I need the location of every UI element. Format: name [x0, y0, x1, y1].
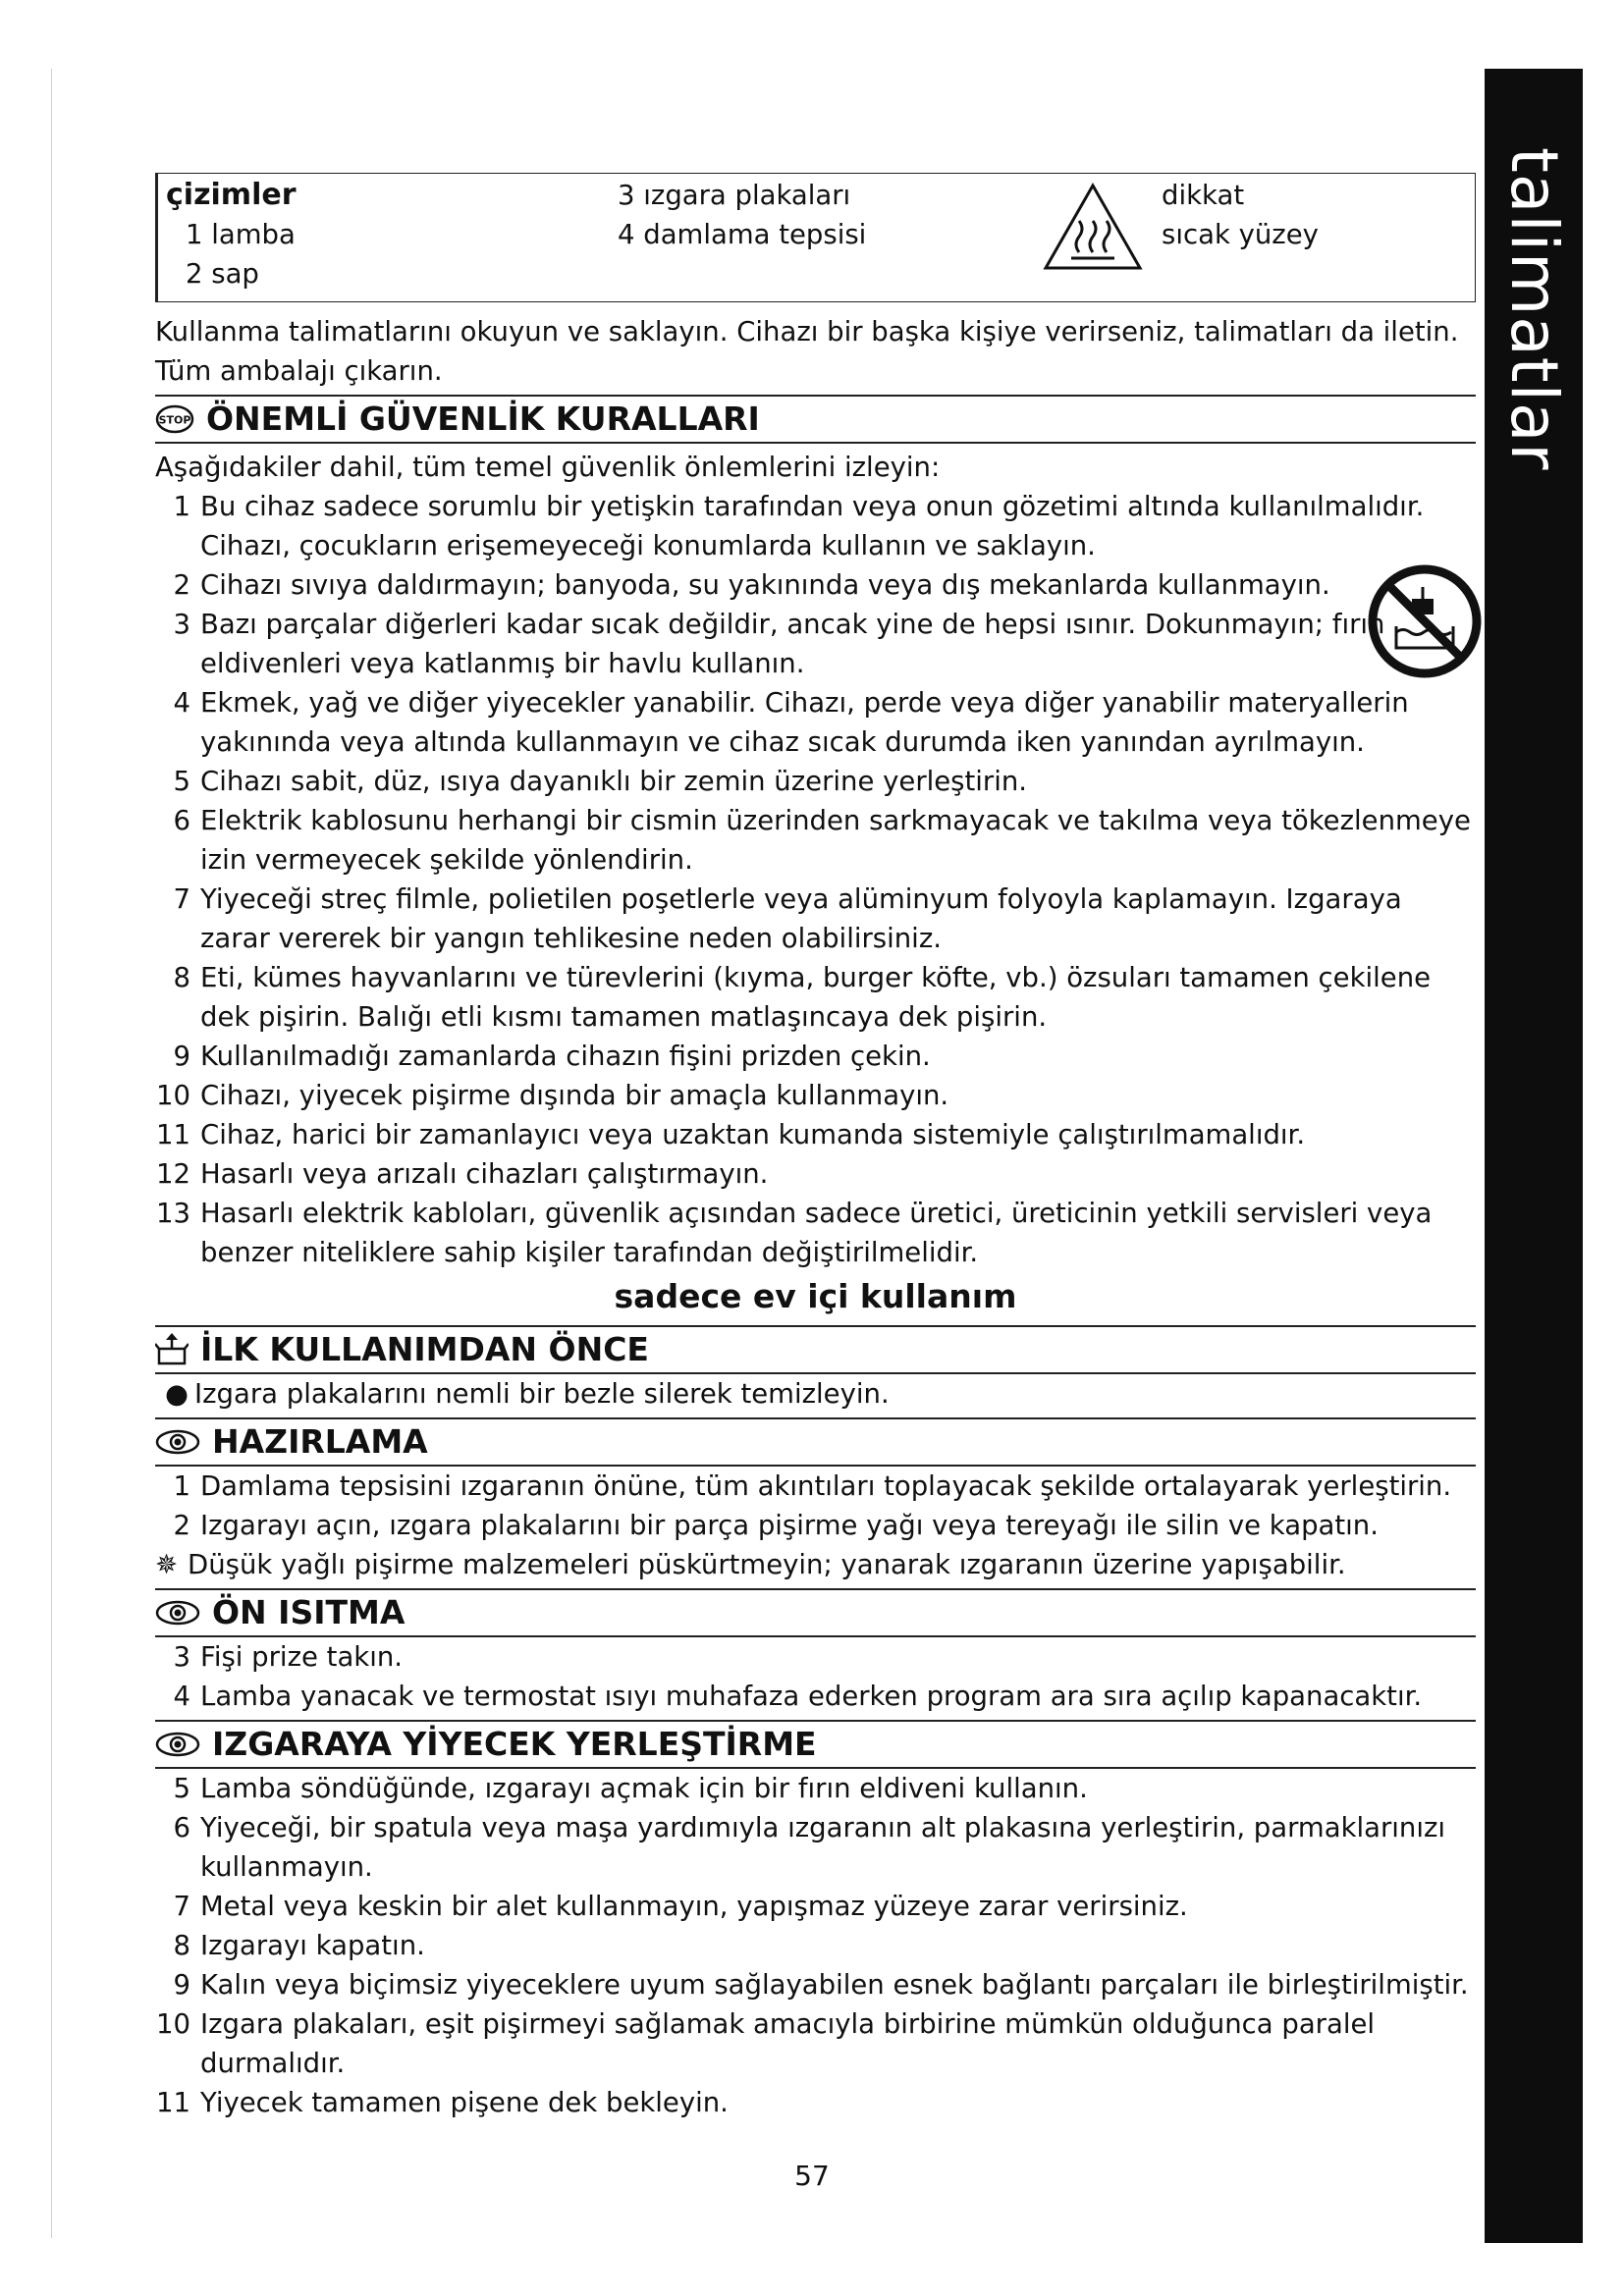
item-number: 1	[173, 491, 190, 522]
item-text: Yiyeceği streç filmle, polietilen poşetlerle veya alüminyum folyoyla kaplamayın. Izgaraya zarar vererek bir yangın tehlikesine neden olabilirsiniz.	[200, 883, 1402, 954]
item-text: Lamba söndüğünde, ızgarayı açmak için bir fırın eldiveni kullanın.	[200, 1773, 1088, 1804]
before-first-use-title: İLK KULLANIMDAN ÖNCE	[200, 1330, 649, 1368]
list-item	[155, 1115, 1476, 1154]
page-content	[155, 173, 1476, 2122]
item-number: 3	[173, 609, 190, 640]
item-text: Cihazı sıvıya daldırmayın; banyoda, su yakınında veya dış mekanlarda kullanmayın.	[200, 569, 1330, 601]
stop-icon	[155, 404, 194, 434]
item-number: 5	[173, 766, 190, 797]
safety-lead: Aşağıdakiler dahil, tüm temel güvenlik önlemlerini izleyin:	[155, 452, 941, 483]
list-item	[155, 1506, 1476, 1545]
household-use-note: sadece ev içi kullanım	[614, 1277, 1017, 1315]
unpack-box-icon	[155, 1333, 189, 1366]
tip-item	[155, 1545, 1476, 1584]
item-text: Elektrik kablosunu herhangi bir cismin üzerinden sarkmayacak ve takılma veya tökezlenmeye izin vermeyecek şekilde yönlendirin.	[200, 805, 1471, 876]
item-text: Bu cihaz sadece sorumlu bir yetişkin tarafından veya onun gözetimi altında kullanılmalıdır. Cihazı, çocukların erişemeyeceği konumlarda kullanın ve saklayın.	[200, 491, 1425, 561]
list-item	[155, 958, 1476, 1037]
item-text: Kalın veya biçimsiz yiyeceklere uyum sağlayabilen esnek bağlantı parçaları ile birleştirilmiştir.	[200, 1969, 1469, 2001]
item-number: 5	[173, 1773, 190, 1804]
item-text: Lamba yanacak ve termostat ısıyı muhafaza ederken program ara sıra açılıp kapanacaktır.	[200, 1681, 1423, 1712]
side-tab	[1485, 69, 1583, 2243]
side-tab-label: talimatlar	[1496, 147, 1572, 471]
placing-food-title: IZGARAYA YİYECEK YERLEŞTİRME	[212, 1725, 817, 1763]
item-number: 8	[173, 962, 190, 993]
list-item	[155, 1926, 1476, 1965]
bullet-dot: ●	[165, 1378, 189, 1410]
list-item	[155, 1808, 1476, 1887]
item-text: Izgarayı kapatın.	[200, 1930, 425, 1961]
list-item	[155, 1154, 1476, 1194]
list-item	[155, 2083, 1476, 2122]
hot-surface-warning-icon	[1042, 182, 1144, 272]
item-number: 2	[173, 1510, 190, 1541]
placing-food-heading	[155, 1720, 1476, 1769]
item-number: 2	[173, 569, 190, 601]
list-item	[155, 605, 1476, 683]
safety-title: ÖNEMLİ GÜVENLİK KURALLARI	[206, 400, 760, 438]
list-item	[155, 1076, 1476, 1115]
illustration-item: 3 ızgara plakaları	[618, 180, 851, 211]
svg-text:STOP: STOP	[158, 413, 191, 427]
list-item	[155, 565, 1476, 605]
list-item	[155, 1374, 1476, 1414]
illustrations-title: çizimler	[166, 178, 297, 212]
caution-text: sıcak yüzey	[1162, 219, 1319, 250]
safety-list	[155, 487, 1476, 1272]
safety-heading	[155, 395, 1476, 444]
item-number: 10	[156, 1080, 190, 1111]
preheat-heading	[155, 1588, 1476, 1637]
item-text: Bazı parçalar diğerleri kadar sıcak değildir, ancak yine de hepsi ısınır. Dokunmayın; fırın eldivenleri veya katlanmış bir havlu kullanın.	[200, 609, 1385, 679]
eye-icon	[155, 1428, 200, 1456]
eye-icon	[155, 1599, 200, 1627]
list-item	[155, 1637, 1476, 1677]
item-text: Hasarlı veya arızalı cihazları çalıştırmayın.	[200, 1158, 769, 1190]
list-item	[155, 1037, 1476, 1076]
item-text: Izgara plakaları, eşit pişirmeyi sağlamak amacıyla birbirine mümkün olduğunca paralel durmalıdır.	[200, 2008, 1376, 2079]
illustration-item: 4 damlama tepsisi	[618, 219, 867, 250]
item-number: 13	[156, 1198, 190, 1229]
item-number: 11	[156, 1119, 190, 1150]
list-item	[155, 1194, 1476, 1272]
intro-text: Kullanma talimatlarını okuyun ve saklayın. Cihazı bir başka kişiye verirseniz, talimatları da iletin. Tüm ambalajı çıkarın.	[155, 316, 1459, 387]
list-item	[155, 1467, 1476, 1506]
tip-star-icon: ✵	[155, 1549, 179, 1580]
before-first-use-heading	[155, 1325, 1476, 1374]
list-item	[155, 1965, 1476, 2004]
item-text: Yiyeceği, bir spatula veya maşa yardımıyla ızgaranın alt plakasına yerleştirin, parmaklarınızı kullanmayın.	[200, 1812, 1446, 1883]
item-text: Kullanılmadığı zamanlarda cihazın fişini prizden çekin.	[200, 1041, 931, 1072]
list-item	[155, 762, 1476, 801]
item-number: 10	[156, 2008, 190, 2040]
list-item	[155, 1677, 1476, 1716]
item-text: Ekmek, yağ ve diğer yiyecekler yanabilir. Cihazı, perde veya diğer yanabilir materyallerin yakınında veya altında kullanmayın ve cihaz sıcak durumda iken yanından ayrılmayın.	[200, 687, 1409, 758]
illustrations-box	[155, 173, 1476, 302]
item-text: Fişi prize takın.	[200, 1641, 404, 1673]
item-number: 7	[173, 883, 190, 915]
item-number: 7	[173, 1891, 190, 1922]
placing-food-list	[155, 1769, 1476, 2122]
illustrations-col-mid	[618, 176, 866, 254]
illustrations-col-caution	[1162, 176, 1319, 254]
illustration-item: 2 sap	[186, 258, 259, 290]
item-number: 1	[173, 1470, 190, 1502]
item-number: 4	[173, 687, 190, 719]
list-item	[155, 1769, 1476, 1808]
eye-icon	[155, 1731, 200, 1758]
page-number: 57	[794, 2160, 830, 2192]
list-item	[155, 801, 1476, 880]
preparation-list	[155, 1467, 1476, 1545]
tip-text: Düşük yağlı pişirme malzemeleri püskürtmeyin; yanarak ızgaranın üzerine yapışabilir.	[188, 1549, 1346, 1580]
preheat-list	[155, 1637, 1476, 1716]
item-number: 6	[173, 805, 190, 836]
list-item	[155, 2004, 1476, 2083]
item-text: Cihazı sabit, düz, ısıya dayanıklı bir zemin üzerine yerleştirin.	[200, 766, 1028, 797]
preparation-heading	[155, 1417, 1476, 1467]
item-number: 11	[156, 2087, 190, 2118]
item-text: Metal veya keskin bir alet kullanmayın, yapışmaz yüzeye zarar verirsiniz.	[200, 1891, 1188, 1922]
list-item-text: Izgara plakalarını nemli bir bezle silerek temizleyin.	[194, 1378, 890, 1410]
item-number: 6	[173, 1812, 190, 1843]
item-number: 9	[173, 1969, 190, 2001]
item-number: 9	[173, 1041, 190, 1072]
item-number: 8	[173, 1930, 190, 1961]
preparation-title: HAZIRLAMA	[212, 1422, 428, 1461]
item-text: Damlama tepsisini ızgaranın önüne, tüm akıntıları toplayacak şekilde ortalayarak yerleştirin.	[200, 1470, 1452, 1502]
illustration-item: 1 lamba	[186, 219, 296, 250]
page-margin-line	[51, 69, 52, 2238]
no-immersion-icon	[1367, 563, 1483, 679]
list-item	[155, 1887, 1476, 1926]
item-text: Eti, kümes hayvanlarını ve türevlerini (kıyma, burger köfte, vb.) özsuları tamamen çekilene dek pişirin. Balığı etli kısmı tamamen matlaşıncaya dek pişirin.	[200, 962, 1432, 1033]
item-number: 3	[173, 1641, 190, 1673]
item-text: Izgarayı açın, ızgara plakalarını bir parça pişirme yağı veya tereyağı ile silin ve kapatın.	[200, 1510, 1379, 1541]
list-item	[155, 880, 1476, 958]
list-item	[155, 487, 1476, 565]
item-text: Cihazı, yiyecek pişirme dışında bir amaçla kullanmayın.	[200, 1080, 949, 1111]
preheat-title: ÖN ISITMA	[212, 1593, 406, 1631]
item-text: Cihaz, harici bir zamanlayıcı veya uzaktan kumanda sistemiyle çalıştırılmamalıdır.	[200, 1119, 1306, 1150]
item-text: Yiyecek tamamen pişene dek bekleyin.	[200, 2087, 729, 2118]
illustrations-col-left	[166, 176, 297, 294]
item-number: 12	[156, 1158, 190, 1190]
list-item	[155, 683, 1476, 762]
item-number: 4	[173, 1681, 190, 1712]
caution-label: dikkat	[1162, 180, 1245, 211]
item-text: Hasarlı elektrik kabloları, güvenlik açısından sadece üretici, üreticinin yetkili servisleri veya benzer niteliklere sahip kişiler tarafından değiştirilmelidir.	[200, 1198, 1433, 1268]
